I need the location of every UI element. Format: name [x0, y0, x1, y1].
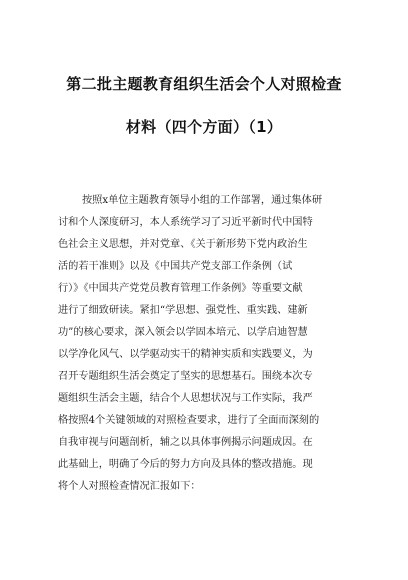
body-line: 进行了细致研读。紧扣“学思想、强党性、重实践、建新 — [58, 305, 308, 316]
body-line: 以学净化风气、以学驱动实干的精神实质和实践要义，为 — [58, 349, 313, 360]
document-title-line-2: 材料（四个方面）（1） — [125, 118, 283, 136]
body-line: 此基础上，明确了今后的努力方向及具体的整改措施。现 — [58, 459, 313, 470]
body-line: 题组织生活会主题，结合个人思想状况与工作实际，我严 — [58, 393, 313, 404]
body-line: 格按照4个关键领域的对照检查要求，进行了全面而深刻的 — [58, 415, 320, 426]
body-line: 将个人对照检查情况汇报如下： — [58, 481, 201, 492]
body-line: 活的若干准则》以及《中国共产党支部工作条例（试 — [58, 261, 293, 272]
body-line: 色社会主义思想，并对党章、《关于新形势下党内政治生 — [58, 239, 308, 250]
body-line: 行）》《中国共产党党员教育管理工作条例》等重要文献 — [58, 283, 303, 294]
body-line: 功”的核心要求，深入领会以学固本培元、以学启迪智慧 — [58, 327, 308, 338]
body-line: 召开专题组织生活会奠定了坚实的思想基石。围绕本次专 — [58, 371, 313, 382]
document-title-line-1: 第二批主题教育组织生活会个人对照检查 — [66, 75, 342, 93]
body-line: 自我审视与问题剖析，辅之以具体事例揭示问题成因。在 — [58, 437, 313, 448]
body-line: 讨和个人深度研习，本人系统学习了习近平新时代中国特 — [58, 217, 313, 228]
body-line: 按照x单位主题教育领导小组的工作部署，通过集体研 — [82, 195, 323, 206]
